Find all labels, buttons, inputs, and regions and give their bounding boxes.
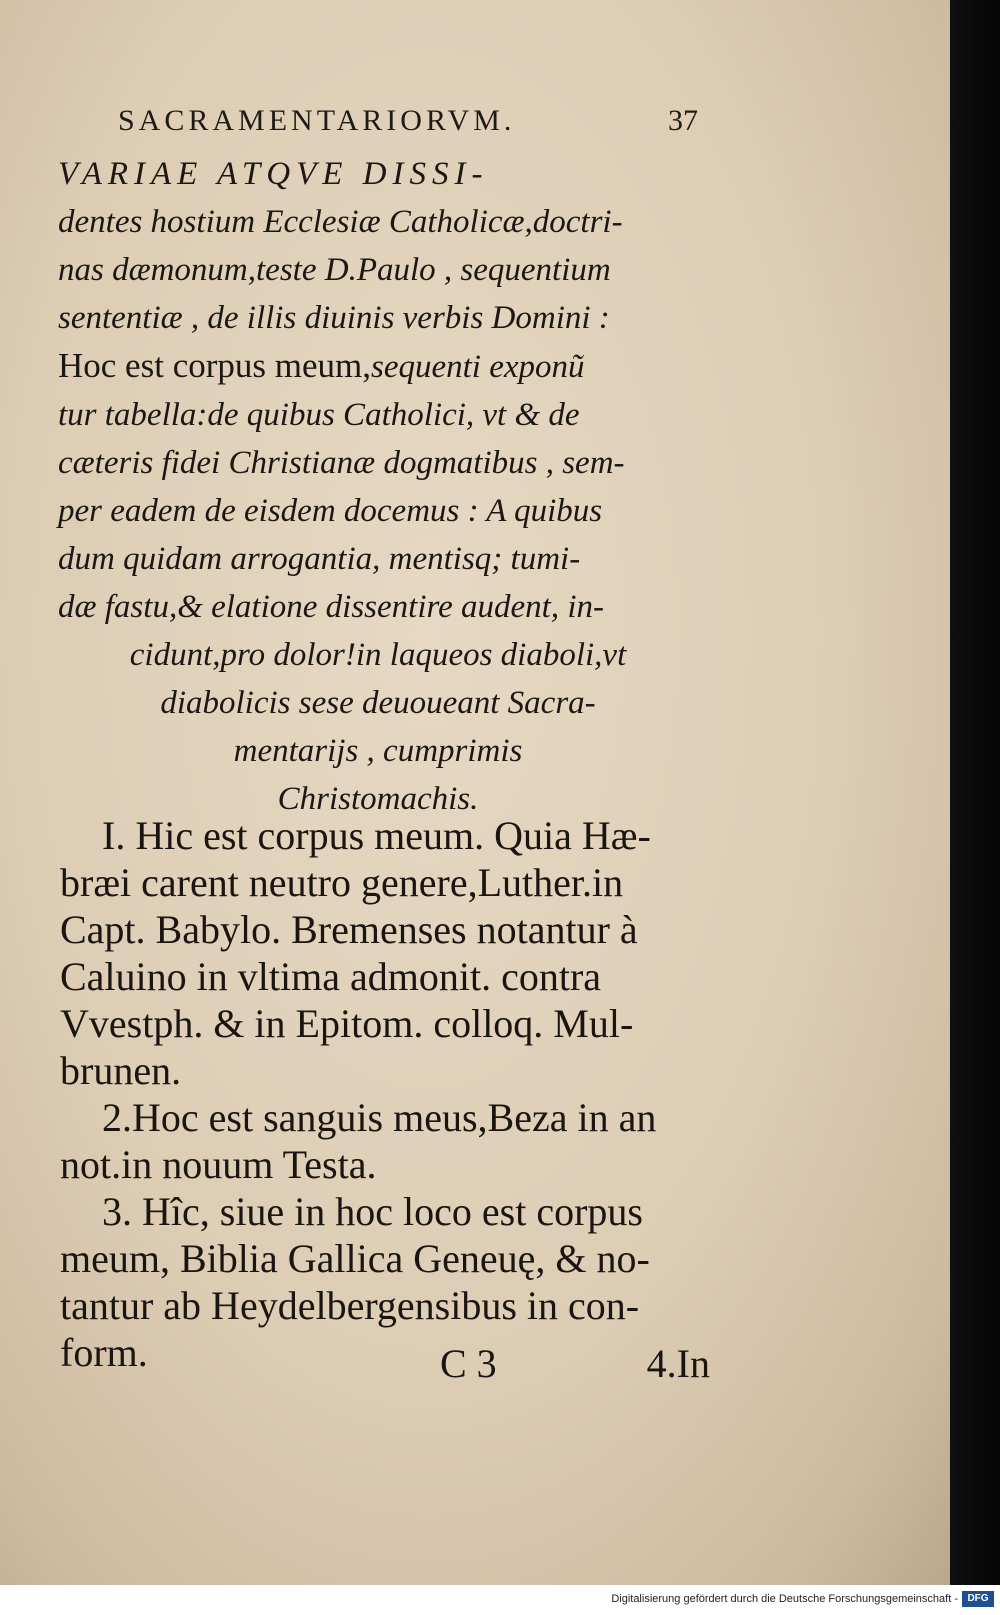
intro-line: dentes hostium Ecclesiæ Catholicæ,doctri- [58,204,623,240]
intro-paragraph [58,150,698,823]
body-line: 2.Hoc est sanguis meus,Beza in an [102,1095,657,1140]
dfg-logo-icon: DFG [962,1591,994,1607]
intro-line: nas dæmonum,teste D.Paulo , sequentium [58,252,611,288]
body-line: Capt. Babylo. Bremenses notantur à [60,907,638,952]
intro-line: diabolicis sese deuoueant Sacra- [160,685,596,721]
signature-mark: C 3 [440,1341,497,1386]
body-line: tantur ab Heydelbergensibus in con- [60,1283,640,1328]
intro-line: tur tabella:de quibus Catholici, vt & de [58,397,580,433]
scan-border [950,0,1000,1585]
intro-line-mixed [58,342,698,391]
intro-line: cæteris fidei Christianæ dogmatibus , sem- [58,445,625,481]
page-number: 37 [668,104,698,137]
intro-line: mentarijs , cumprimis [233,733,523,769]
page-header [118,104,698,148]
intro-line: dum quidam arrogantia, mentisq; tumi- [58,541,581,577]
body-line: Vvestph. & in Epitom. colloq. Mul- [60,1001,634,1046]
body-paragraphs [60,812,710,1376]
intro-line: per eadem de eisdem docemus : A quibus [58,493,603,529]
body-line: bræi carent neutro genere,Luther.in [60,860,624,905]
intro-italic-phrase: sequenti exponũ [370,349,585,385]
funding-credit: Digitalisierung gefördert durch die Deutsche Forschungsgemeinschaft - [611,1593,958,1605]
footer-bar [0,1585,1000,1615]
intro-line: cidunt,pro dolor!in laqueos diaboli,vt [129,637,627,673]
catchword: 4.In [646,1341,710,1386]
body-line: form. [60,1330,148,1375]
body-line: not.in nouum Testa. [60,1142,377,1187]
intro-line: VARIAE ATQVE DISSI- [58,156,489,192]
body-line: brunen. [60,1048,182,1093]
body-line: I. Hic est corpus meum. Quia Hæ- [102,813,651,858]
intro-line: sententiæ , de illis diuinis verbis Domini : [58,300,610,336]
page-foot [60,1340,710,1390]
intro-line: dæ fastu,& elatione dissentire audent, in- [58,589,604,625]
body-line: 3. Hîc, siue in hoc loco est corpus [102,1189,643,1234]
body-line: meum, Biblia Gallica Geneuę, & no- [60,1236,650,1281]
body-line: Caluino in vltima admonit. contra [60,954,602,999]
intro-roman-phrase: Hoc est corpus meum, [58,346,371,385]
running-title: SACRAMENTARIORVM. [118,104,516,137]
intro-line: Christomachis. [277,781,479,817]
